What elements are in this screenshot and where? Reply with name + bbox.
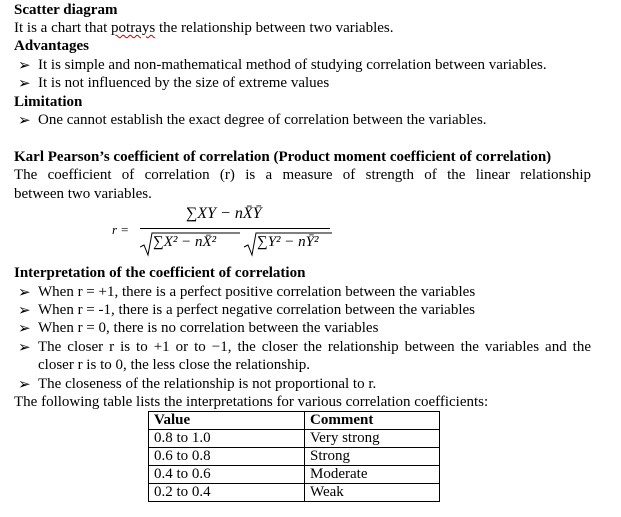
table-cell-value: 0.4 to 0.6 [149,466,305,484]
formula-lhs: r = [112,222,130,237]
interpretation-item: When r = -1, there is a perfect negative correlation between the variables [38,302,475,318]
advantage-item: It is not influenced by the size of extreme values [38,75,330,91]
bullet-icon: ➢ [18,321,31,337]
table-cell-value: 0.2 to 0.4 [149,484,305,502]
table-cell-comment: Weak [305,484,440,502]
pearson-description-line2: between two variables. [14,186,152,202]
table-header-row [149,412,440,430]
interpretation-item: The closeness of the relationship is not proportional to r. [38,376,377,392]
interpretation-item-continued: closer r is to 0, the less close the relationship. [38,357,311,373]
table-cell-comment: Strong [305,448,440,466]
advantages-heading: Advantages [14,38,90,54]
bullet-icon: ➢ [18,377,31,393]
pearson-description-line1: The coefficient of correlation (r) is a measure of strength of the linear relationship [14,167,591,183]
bullet-icon: ➢ [18,76,31,92]
table-cell-comment: Moderate [305,466,440,484]
table-cell-value: 0.8 to 1.0 [149,430,305,448]
bullet-icon: ➢ [18,340,31,356]
table-cell-comment: Very strong [305,430,440,448]
formula-denominator-right: ∑Y² − nȲ² [257,234,319,250]
limitation-heading: Limitation [14,94,83,110]
limitation-item: One cannot establish the exact degree of correlation between the variables. [38,112,487,128]
bullet-icon: ➢ [18,58,31,74]
table-cell-value: 0.6 to 0.8 [149,448,305,466]
fraction-bar [140,228,330,229]
table-header-value: Value [149,412,305,430]
table-row [149,484,440,502]
misspelled-word: potrays [111,20,156,36]
table-row [149,466,440,484]
scatter-heading: Scatter diagram [14,2,118,18]
formula-denominator-left: ∑X² − nX̄² [153,234,217,250]
table-header-comment: Comment [305,412,440,430]
scatter-definition: It is a chart that potrays the relationship between two variables. [14,20,394,36]
bullet-icon: ➢ [18,303,31,319]
interpretation-item: The closer r is to +1 or to −1, the closer the relationship between the variables and the [38,339,591,355]
correlation-table [148,411,440,502]
interpretation-heading: Interpretation of the coefficient of correlation [14,265,306,281]
bullet-icon: ➢ [18,113,31,129]
table-row [149,430,440,448]
pearson-heading: Karl Pearson’s coefficient of correlation (Product moment coefficient of correlation) [14,149,552,165]
interpretation-item: When r = 0, there is no correlation between the variables [38,320,379,336]
table-row [149,448,440,466]
table-intro: The following table lists the interpretations for various correlation coefficients: [14,394,489,410]
formula-numerator: ∑XY − nX̄Ȳ [186,205,262,222]
advantage-item: It is simple and non-mathematical method of studying correlation between variables. [38,57,547,73]
bullet-icon: ➢ [18,285,31,301]
interpretation-item: When r = +1, there is a perfect positive correlation between the variables [38,284,476,300]
